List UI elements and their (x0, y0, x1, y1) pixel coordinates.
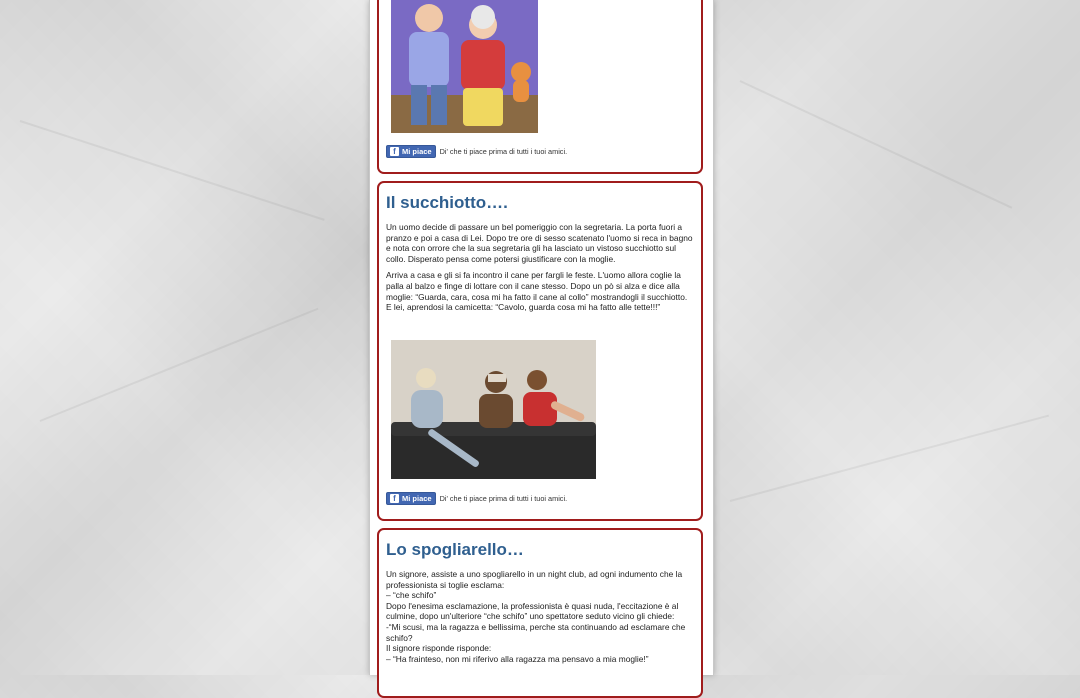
post-paragraph: Un uomo decide di passare un bel pomeriggio con la segretaria. La porta fuori a pranzo e poi a casa di Lei. Dopo tre ore di sesso scatenato l'uomo si reca in bagno e nota con orrore che la sua segretaria gli ha lasciato un vistoso succhiotto sul collo. Disperato pensa come potersi giustificare con la moglie. (386, 222, 693, 264)
post-title[interactable]: Il succhiotto…. (386, 193, 508, 212)
post-title[interactable]: Lo spogliarello… (386, 540, 524, 559)
facebook-icon: f (390, 494, 399, 503)
post-body (386, 222, 695, 319)
post-line: – “Ha frainteso, non mi riferivo alla ragazza ma pensavo a mia moglie!” (386, 653, 649, 664)
paper-crease (40, 308, 319, 422)
like-row (386, 492, 567, 505)
post-card (377, 0, 703, 174)
post-image-couch (391, 340, 596, 479)
facebook-icon: f (390, 147, 399, 156)
paper-crease (20, 120, 325, 221)
like-prompt-text: Di' che ti piace prima di tutti i tuoi amici. (439, 147, 568, 156)
like-button-label: Mi piace (402, 147, 432, 156)
paper-crease (730, 415, 1049, 502)
post-line: Il signore risponde risponde: (386, 643, 492, 654)
post-line: – “che schifo” (386, 590, 437, 601)
post-body (386, 569, 695, 664)
post-card (377, 181, 703, 521)
content-column (369, 0, 714, 675)
post-line: Dopo l'enesima esclamazione, la professionista è quasi nuda, l'eccitazione è al culmine, dopo un'ulteriore “che schifo” uno spettatore seduto vicino gli chiede: (386, 600, 679, 622)
post-line: -“Mi scusi, ma la ragazza e bellissima, perche sta continuando ad esclamare che schifo? (386, 621, 686, 643)
like-button[interactable] (386, 492, 436, 505)
post-card (377, 528, 703, 698)
like-row (386, 145, 567, 158)
post-paragraph: Arriva a casa e gli si fa incontro il cane per fargli le feste. L'uomo allora coglie la palla al balzo e finge di lottare con il cane stesso. Dopo un pò si alza e dice alla moglie: “Guarda, cara, cosa mi ha fatto il cane al collo” mostrandogli il succhiotto. E lei, aprendosi la camicetta: “Cavolo, guarda cosa mi ha fatto alle tette!!!” (386, 270, 688, 313)
like-button[interactable] (386, 145, 436, 158)
like-button-label: Mi piace (402, 494, 432, 503)
post-line: Un signore, assiste a uno spogliarello in un night club, ad ogni indumento che la professionista si toglie esclama: (386, 569, 683, 590)
post-image-elderly-couple (391, 0, 538, 133)
paper-crease (740, 80, 1013, 209)
like-prompt-text: Di' che ti piace prima di tutti i tuoi amici. (439, 494, 568, 503)
